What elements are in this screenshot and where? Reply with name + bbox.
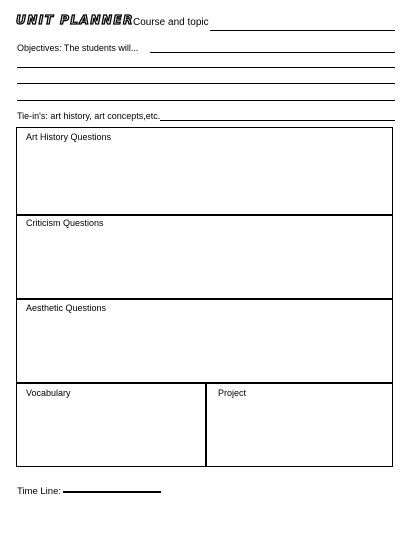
timeline-line[interactable] bbox=[63, 491, 161, 493]
art-history-questions-label: Art History Questions bbox=[26, 132, 112, 142]
page-title: UNIT PLANNER bbox=[16, 13, 134, 27]
tie-ins-line[interactable] bbox=[160, 120, 395, 121]
objectives-line-2[interactable] bbox=[17, 67, 395, 68]
art-history-questions-box[interactable] bbox=[16, 127, 393, 216]
course-topic-label: Course and topic bbox=[133, 17, 209, 28]
aesthetic-questions-label: Aesthetic Questions bbox=[26, 303, 107, 313]
timeline-label: Time Line: bbox=[17, 486, 61, 497]
objectives-line-4[interactable] bbox=[17, 100, 395, 101]
objectives-line-1[interactable] bbox=[150, 52, 395, 53]
criticism-questions-label: Criticism Questions bbox=[26, 218, 104, 228]
course-topic-line[interactable] bbox=[210, 30, 395, 31]
project-box[interactable] bbox=[205, 382, 393, 467]
tie-ins-label: Tie-in's: art history, art concepts,etc. bbox=[17, 111, 161, 121]
project-label: Project bbox=[218, 388, 247, 398]
vocabulary-box[interactable] bbox=[16, 382, 207, 467]
vocabulary-label: Vocabulary bbox=[26, 388, 71, 398]
aesthetic-questions-box[interactable] bbox=[16, 298, 393, 384]
objectives-line-3[interactable] bbox=[17, 83, 395, 84]
objectives-label: Objectives: The students will... bbox=[17, 43, 139, 53]
criticism-questions-box[interactable] bbox=[16, 214, 393, 300]
